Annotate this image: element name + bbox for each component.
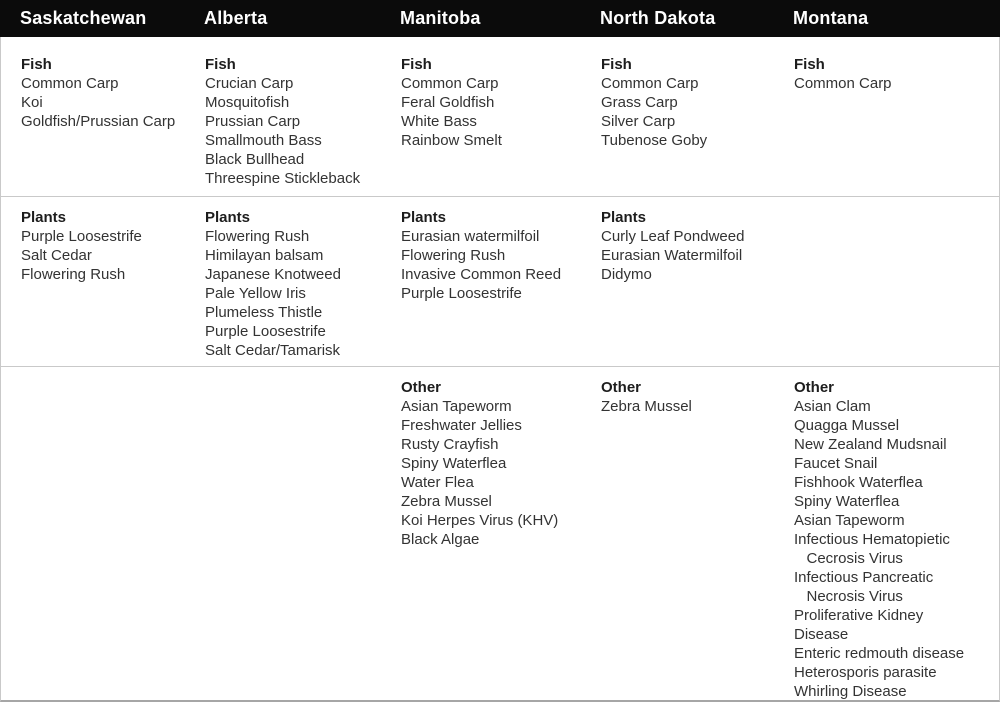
species-item: Threespine Stickleback [205, 170, 361, 187]
section-label-other: Other [401, 379, 442, 396]
species-item: Salt Cedar [21, 247, 92, 264]
species-item: Smallmouth Bass [205, 132, 322, 149]
species-item: Eurasian Watermilfoil [601, 247, 743, 264]
cell-montana-plants [774, 197, 999, 366]
species-list [601, 227, 768, 284]
cell-manitoba-other [381, 367, 581, 699]
section-label-plants: Plants [401, 209, 447, 226]
species-item: Flowering Rush [21, 266, 126, 283]
species-item: Common Carp [21, 75, 119, 92]
species-item: Rainbow Smelt [401, 132, 502, 149]
species-list [401, 227, 575, 303]
species-item: Flowering Rush [205, 228, 310, 245]
species-item: Spiny Waterflea [794, 493, 900, 510]
cell-saskatchewan-plants [1, 197, 185, 366]
species-item: Koi [21, 94, 43, 111]
species-item: Heterosporis parasite [794, 664, 937, 681]
species-list [601, 397, 768, 416]
species-list [205, 74, 375, 188]
table-header-row [0, 0, 1000, 37]
section-label-fish: Fish [794, 56, 825, 73]
section-label-fish: Fish [205, 56, 236, 73]
species-item: Zebra Mussel [401, 493, 492, 510]
species-item: Himilayan balsam [205, 247, 324, 264]
section-label-fish: Fish [601, 56, 632, 73]
species-item: Grass Carp [601, 94, 678, 111]
species-item: Rusty Crayfish [401, 436, 499, 453]
species-item: Zebra Mussel [601, 398, 692, 415]
species-item: Spiny Waterflea [401, 455, 507, 472]
species-item: Faucet Snail [794, 455, 878, 472]
species-item: Tubenose Goby [601, 132, 708, 149]
species-item: Infectious Hematopietic [794, 531, 950, 548]
column-header-north-dakota: North Dakota [600, 8, 716, 28]
section-label-plants: Plants [21, 209, 67, 226]
species-item: Goldfish/Prussian Carp [21, 113, 176, 130]
cell-montana-fish [774, 37, 999, 196]
species-item: Japanese Knotweed [205, 266, 341, 283]
species-item: Curly Leaf Pondweed [601, 228, 745, 245]
section-label-plants: Plants [205, 209, 251, 226]
species-item: Plumeless Thistle [205, 304, 323, 321]
species-item: Disease [794, 626, 849, 643]
section-label-plants: Plants [601, 209, 647, 226]
section-label-other: Other [601, 379, 642, 396]
table-body [0, 37, 1000, 702]
species-item: Salt Cedar/Tamarisk [205, 342, 341, 359]
cell-saskatchewan-other [1, 367, 185, 699]
section-label-fish: Fish [401, 56, 432, 73]
column-header-manitoba: Manitoba [400, 8, 481, 28]
species-item: Purple Loosestrife [401, 285, 522, 302]
species-list [21, 74, 179, 131]
species-item: Black Bullhead [205, 151, 305, 168]
species-item: Whirling Disease [794, 683, 907, 699]
cell-saskatchewan-fish [1, 37, 185, 196]
cell-north-dakota-fish [581, 37, 774, 196]
species-item: White Bass [401, 113, 477, 130]
species-item: Common Carp [601, 75, 699, 92]
species-item: Infectious Pancreatic [794, 569, 934, 586]
species-item: Common Carp [401, 75, 499, 92]
species-item: Purple Loosestrife [205, 323, 326, 340]
species-list [401, 74, 575, 150]
species-item: Enteric redmouth disease [794, 645, 965, 662]
cell-manitoba-fish [381, 37, 581, 196]
species-item: Water Flea [401, 474, 474, 491]
species-item: Didymo [601, 266, 652, 283]
species-list [205, 227, 375, 360]
species-item: Asian Tapeworm [794, 512, 905, 529]
species-item: Necrosis Virus [794, 588, 903, 605]
column-header-saskatchewan: Saskatchewan [20, 8, 147, 28]
species-item: Silver Carp [601, 113, 676, 130]
species-item: Fishhook Waterflea [794, 474, 923, 491]
species-item: Koi Herpes Virus (KHV) [401, 512, 559, 529]
species-item: Common Carp [794, 75, 892, 92]
section-label-other: Other [794, 379, 835, 396]
cell-north-dakota-plants [581, 197, 774, 366]
species-item: Eurasian watermilfoil [401, 228, 540, 245]
species-item: Invasive Common Reed [401, 266, 562, 283]
species-item: Proliferative Kidney [794, 607, 924, 624]
cell-montana-other [774, 367, 999, 699]
species-item: Purple Loosestrife [21, 228, 142, 245]
species-item: New Zealand Mudsnail [794, 436, 947, 453]
species-item: Feral Goldfish [401, 94, 495, 111]
species-item: Mosquitofish [205, 94, 290, 111]
plants-row [1, 196, 999, 366]
species-item: Prussian Carp [205, 113, 301, 130]
cell-alberta-other [185, 367, 381, 699]
column-header-alberta: Alberta [204, 8, 268, 28]
species-list [794, 397, 993, 699]
species-list [401, 397, 575, 549]
cell-north-dakota-other [581, 367, 774, 699]
species-list [601, 74, 768, 150]
species-list [21, 227, 179, 284]
species-item: Black Algae [401, 531, 480, 548]
cell-manitoba-plants [381, 197, 581, 366]
cell-alberta-plants [185, 197, 381, 366]
column-header-montana: Montana [793, 8, 869, 28]
species-item: Pale Yellow Iris [205, 285, 306, 302]
section-label-fish: Fish [21, 56, 52, 73]
species-list [794, 74, 993, 93]
species-item: Asian Tapeworm [401, 398, 512, 415]
species-item: Flowering Rush [401, 247, 506, 264]
species-item: Crucian Carp [205, 75, 294, 92]
species-item: Cecrosis Virus [794, 550, 903, 567]
fish-row [1, 37, 999, 196]
species-item: Asian Clam [794, 398, 871, 415]
other-row [1, 366, 999, 699]
species-item: Quagga Mussel [794, 417, 900, 434]
cell-alberta-fish [185, 37, 381, 196]
species-item: Freshwater Jellies [401, 417, 522, 434]
